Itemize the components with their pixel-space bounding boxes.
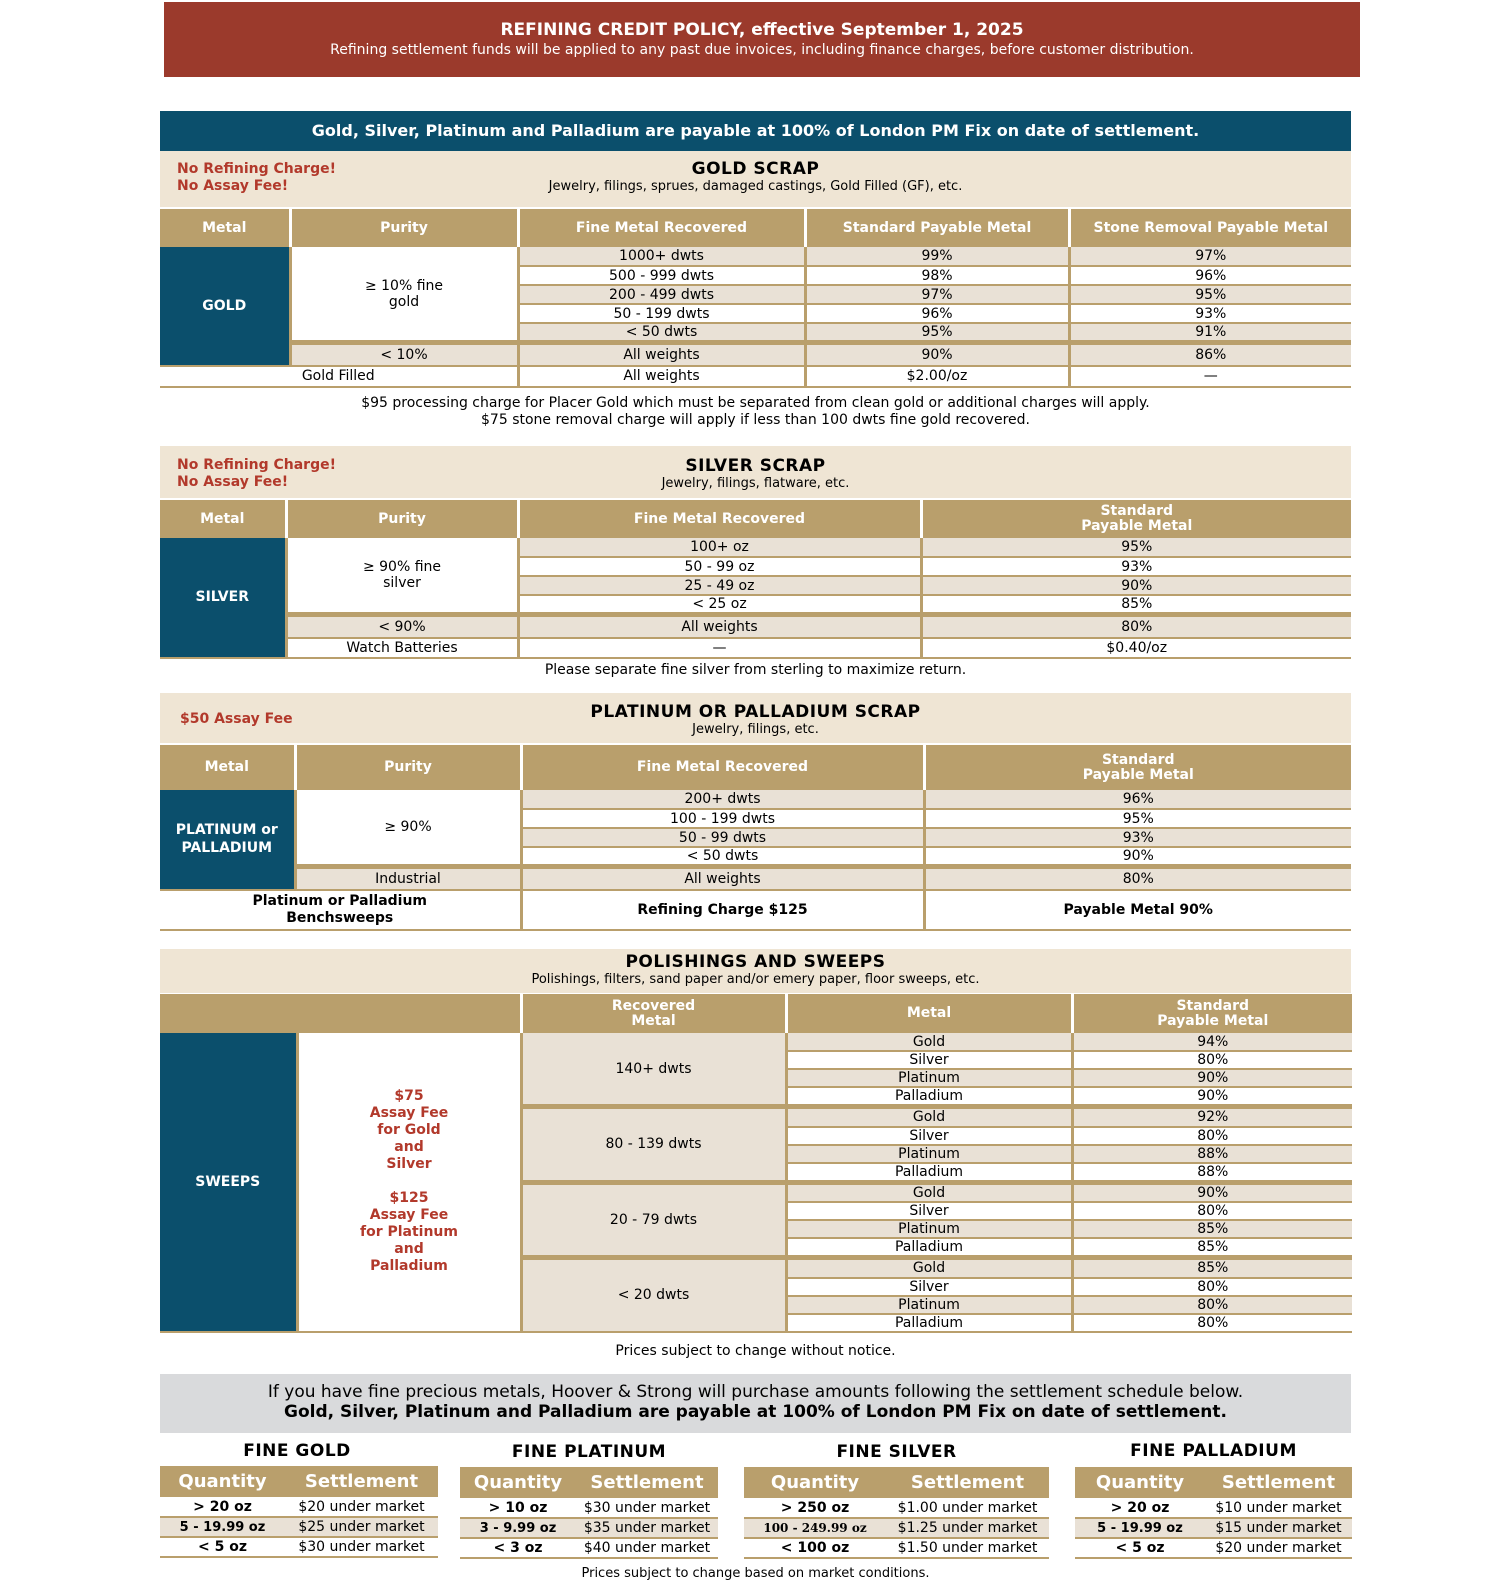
silver-note: Please separate fine silver from sterling to maximize return. [544, 662, 967, 678]
benchsweeps-label: Platinum or Palladium Benchsweeps [160, 890, 521, 930]
table-cell: Silver [786, 1202, 1072, 1220]
platinum-purity-cell: ≥ 90% [295, 790, 521, 867]
header-purity: Purity [295, 745, 521, 790]
header-metal: Metal [160, 209, 290, 247]
table-cell: — [1069, 366, 1351, 387]
table-cell: 90% [924, 847, 1351, 867]
header-standard: Standard Payable Metal [805, 209, 1069, 247]
benchsweeps-payable: Payable Metal 90% [924, 890, 1351, 930]
table-cell: All weights [518, 615, 921, 638]
policy-banner [164, 2, 1360, 77]
table-cell: $0.40/oz [921, 638, 1351, 658]
table-cell: < 5 oz [160, 1537, 285, 1557]
table-cell: Palladium [786, 1238, 1072, 1258]
table-cell: Silver [786, 1278, 1072, 1296]
gold-title: GOLD SCRAP [691, 159, 820, 179]
table-cell: 94% [1072, 1033, 1352, 1051]
table-cell: $1.50 under market [886, 1538, 1049, 1558]
table-cell: $30 under market [576, 1498, 718, 1518]
table-cell: All weights [518, 366, 805, 387]
table-cell: $1.25 under market [886, 1518, 1049, 1538]
table-cell: < 25 oz [518, 595, 921, 615]
table-cell: 50 - 199 dwts [518, 304, 805, 323]
platinum-promo: $50 Assay Fee [180, 711, 293, 727]
fine-gold-title: FINE GOLD [243, 1441, 351, 1461]
platinum-section-heading [160, 702, 1351, 737]
table-cell: $20 under market [1205, 1538, 1352, 1558]
table-cell: 85% [921, 595, 1351, 615]
policy-subtitle: Refining settlement funds will be applied to any past due invoices, including finance charges, before customer distribution. [330, 42, 1194, 58]
platinum-metal-cell: PLATINUM or PALLADIUM [160, 790, 295, 890]
table-cell: Palladium [786, 1314, 1072, 1332]
sweeps-table [160, 994, 1352, 1333]
header-quantity: Quantity [460, 1467, 576, 1498]
gold-section-heading [160, 159, 1351, 194]
gold-notes: $95 processing charge for Placer Gold which must be separated from clean gold or additional charges will apply. $75 stone removal charge will apply if less than 100 dwts fine gold recovered. [361, 395, 1150, 428]
table-cell: 95% [924, 809, 1351, 828]
header-fine-metal: Fine Metal Recovered [518, 500, 921, 538]
table-cell: > 250 oz [744, 1498, 886, 1518]
table-cell: — [518, 638, 921, 658]
header-blank [160, 994, 521, 1033]
header-settlement: Settlement [886, 1467, 1049, 1498]
platinum-subtitle: Jewelry, filings, etc. [692, 722, 819, 737]
header-quantity: Quantity [744, 1467, 886, 1498]
table-cell: Silver [786, 1051, 1072, 1069]
table-cell: $40 under market [576, 1538, 718, 1558]
table-cell: Watch Batteries [286, 638, 518, 658]
table-cell: 5 - 19.99 oz [160, 1517, 285, 1537]
table-cell: All weights [518, 343, 805, 366]
sweeps-range: 80 - 139 dwts [521, 1107, 786, 1183]
sweeps-note: Prices subject to change without notice. [615, 1343, 896, 1359]
header-metal: Metal [786, 994, 1072, 1033]
table-cell: 90% [1072, 1182, 1352, 1202]
header-quantity: Quantity [160, 1466, 285, 1497]
table-cell: $30 under market [285, 1537, 438, 1557]
table-cell: 96% [924, 790, 1351, 809]
table-cell: 200+ dwts [521, 790, 924, 809]
table-cell: 80% [1072, 1278, 1352, 1296]
table-cell: Gold [786, 1033, 1072, 1051]
table-cell: Platinum [786, 1145, 1072, 1163]
fine-note: Prices subject to change based on market conditions. [581, 1566, 930, 1581]
table-cell: < 90% [286, 615, 518, 638]
gold-purity-cell: ≥ 10% fine gold [290, 247, 518, 343]
table-cell: < 50 dwts [518, 323, 805, 343]
header-standard: Standard Payable Metal [921, 500, 1351, 538]
table-cell: 80% [1072, 1296, 1352, 1314]
policy-title: REFINING CREDIT POLICY, effective September 1, 2025 [500, 20, 1024, 40]
fine-palladium-table [1075, 1467, 1352, 1559]
header-standard: Standard Payable Metal [1072, 994, 1352, 1033]
table-cell: 85% [1072, 1258, 1352, 1278]
table-cell: 200 - 499 dwts [518, 285, 805, 304]
payable-banner: Gold, Silver, Platinum and Palladium are payable at 100% of London PM Fix on date of settlement. [160, 111, 1351, 151]
header-metal: Metal [160, 745, 295, 790]
table-cell: 93% [921, 557, 1351, 576]
header-standard: Standard Payable Metal [924, 745, 1351, 790]
table-cell: 88% [1072, 1163, 1352, 1183]
table-cell: 99% [805, 247, 1069, 266]
gold-subtitle: Jewelry, filings, sprues, damaged castings, Gold Filled (GF), etc. [548, 179, 963, 194]
sweeps-fee-cell: $75 Assay Fee for Gold and Silver $125 Assay Fee for Platinum and Palladium [297, 1033, 521, 1332]
header-settlement: Settlement [576, 1467, 718, 1498]
table-cell: $2.00/oz [805, 366, 1069, 387]
table-cell: 50 - 99 oz [518, 557, 921, 576]
table-cell: 93% [924, 828, 1351, 847]
table-cell: $1.00 under market [886, 1498, 1049, 1518]
table-cell: 96% [805, 304, 1069, 323]
table-cell: 500 - 999 dwts [518, 266, 805, 285]
header-fine-metal: Fine Metal Recovered [518, 209, 805, 247]
table-cell: $25 under market [285, 1517, 438, 1537]
fine-platinum-table [460, 1467, 718, 1559]
table-cell: Palladium [786, 1087, 1072, 1107]
table-cell: > 10 oz [460, 1498, 576, 1518]
header-settlement: Settlement [1205, 1467, 1352, 1498]
table-cell: Gold [786, 1182, 1072, 1202]
fine-palladium-title: FINE PALLADIUM [1130, 1441, 1297, 1461]
fine-gold-table [160, 1466, 438, 1558]
table-cell: Platinum [786, 1220, 1072, 1238]
silver-purity-cell: ≥ 90% fine silver [286, 538, 518, 615]
table-cell: $20 under market [285, 1497, 438, 1517]
table-cell: 92% [1072, 1107, 1352, 1127]
sweeps-section-heading [160, 952, 1351, 987]
table-cell: 80% [1072, 1127, 1352, 1145]
silver-table [160, 500, 1351, 659]
silver-metal-cell: SILVER [160, 538, 286, 658]
silver-subtitle: Jewelry, filings, flatware, etc. [661, 476, 850, 491]
table-cell: 80% [924, 867, 1351, 890]
sweeps-subtitle: Polishings, filters, sand paper and/or emery paper, floor sweeps, etc. [531, 972, 980, 987]
table-cell: > 20 oz [160, 1497, 285, 1517]
header-settlement: Settlement [285, 1466, 438, 1497]
table-cell: $10 under market [1205, 1498, 1352, 1518]
table-cell: Platinum [786, 1069, 1072, 1087]
table-cell: 80% [921, 615, 1351, 638]
silver-title: SILVER SCRAP [685, 456, 826, 476]
header-quantity: Quantity [1075, 1467, 1205, 1498]
table-cell: 100+ oz [518, 538, 921, 557]
table-cell: 90% [805, 343, 1069, 366]
silver-promo: No Refining Charge! No Assay Fee! [177, 457, 336, 490]
table-cell: 97% [1069, 247, 1351, 266]
table-cell: < 3 oz [460, 1538, 576, 1558]
table-cell: 100 - 249.99 oz [744, 1518, 886, 1538]
header-recovered: Recovered Metal [521, 994, 786, 1033]
table-cell: Gold Filled [160, 366, 518, 387]
table-cell: 50 - 99 dwts [521, 828, 924, 847]
header-purity: Purity [290, 209, 518, 247]
table-cell: 90% [1072, 1087, 1352, 1107]
table-cell: Silver [786, 1127, 1072, 1145]
fine-silver-table [744, 1467, 1049, 1559]
gold-promo: No Refining Charge! No Assay Fee! [177, 161, 336, 194]
table-cell: 80% [1072, 1051, 1352, 1069]
sweeps-range: 140+ dwts [521, 1033, 786, 1107]
table-cell: 88% [1072, 1145, 1352, 1163]
sweeps-range: < 20 dwts [521, 1258, 786, 1332]
table-cell: 98% [805, 266, 1069, 285]
table-cell: 95% [921, 538, 1351, 557]
table-cell: 80% [1072, 1202, 1352, 1220]
fine-silver-title: FINE SILVER [836, 1442, 957, 1462]
table-cell: 80% [1072, 1314, 1352, 1332]
header-fine-metal: Fine Metal Recovered [521, 745, 924, 790]
table-cell: 97% [805, 285, 1069, 304]
gold-metal-cell: GOLD [160, 247, 290, 366]
table-cell: 25 - 49 oz [518, 576, 921, 595]
table-cell: Gold [786, 1258, 1072, 1278]
table-cell: 86% [1069, 343, 1351, 366]
gold-table [160, 209, 1351, 388]
sweeps-metal-cell: SWEEPS [160, 1033, 297, 1332]
sweeps-title: POLISHINGS AND SWEEPS [625, 952, 886, 972]
platinum-title: PLATINUM OR PALLADIUM SCRAP [590, 702, 921, 722]
table-cell: 95% [1069, 285, 1351, 304]
table-cell: < 5 oz [1075, 1538, 1205, 1558]
fine-intro-box [160, 1374, 1351, 1433]
fine-intro: If you have fine precious metals, Hoover & Strong will purchase amounts following the settlement schedule below. [267, 1382, 1244, 1402]
table-cell: > 20 oz [1075, 1498, 1205, 1518]
sweeps-range: 20 - 79 dwts [521, 1182, 786, 1258]
header-stone-removal: Stone Removal Payable Metal [1069, 209, 1351, 247]
silver-section-heading [160, 456, 1351, 491]
table-cell: 1000+ dwts [518, 247, 805, 266]
table-cell: Palladium [786, 1163, 1072, 1183]
header-purity: Purity [286, 500, 518, 538]
table-cell: 95% [805, 323, 1069, 343]
table-cell: 85% [1072, 1238, 1352, 1258]
table-cell: 91% [1069, 323, 1351, 343]
table-cell: 100 - 199 dwts [521, 809, 924, 828]
fine-platinum-title: FINE PLATINUM [511, 1442, 667, 1462]
header-metal: Metal [160, 500, 286, 538]
benchsweeps-charge: Refining Charge $125 [521, 890, 924, 930]
table-cell: 5 - 19.99 oz [1075, 1518, 1205, 1538]
table-cell: $15 under market [1205, 1518, 1352, 1538]
table-cell: Platinum [786, 1296, 1072, 1314]
table-cell: 85% [1072, 1220, 1352, 1238]
table-cell: 90% [921, 576, 1351, 595]
table-cell: < 100 oz [744, 1538, 886, 1558]
fine-intro-bold: Gold, Silver, Platinum and Palladium are payable at 100% of London PM Fix on date of settlement. [284, 1402, 1227, 1422]
table-cell: Industrial [295, 867, 521, 890]
platinum-table [160, 745, 1351, 931]
table-cell: 90% [1072, 1069, 1352, 1087]
table-cell: All weights [521, 867, 924, 890]
table-cell: < 50 dwts [521, 847, 924, 867]
table-cell: 93% [1069, 304, 1351, 323]
table-cell: 96% [1069, 266, 1351, 285]
table-cell: Gold [786, 1107, 1072, 1127]
table-cell: $35 under market [576, 1518, 718, 1538]
table-cell: 3 - 9.99 oz [460, 1518, 576, 1538]
table-cell: < 10% [290, 343, 518, 366]
